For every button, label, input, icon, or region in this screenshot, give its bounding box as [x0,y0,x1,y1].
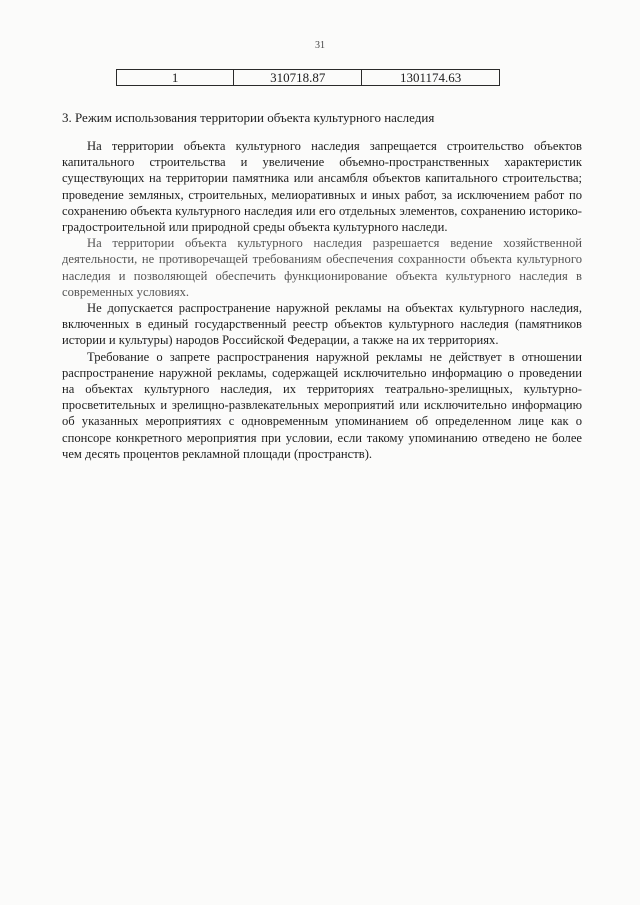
paragraph-construction-ban: На территории объекта культурного наследия запрещается строительство объектов капитального строительства и увеличение объемно-пространственных характеристик существующих на территории памятника или ансамбля объектов капитального строительства; проведение земляных, строительных, мелиоративных и иных работ, за исключением работ по сохранению объекта культурного наследия или его отдельных элементов, сохранению историко-градостроительной или природной среды объекта культурного наследи. [62,139,582,235]
point-number-cell: 1 [117,70,234,86]
x-coordinate-cell: 310718.87 [234,70,362,86]
y-coordinate-cell: 1301174.63 [362,70,500,86]
paragraph-economic-activity: На территории объекта культурного наследия разрешается ведение хозяйственной деятельности, не противоречащей требованиям обеспечения сохранности объекта культурного наследия и позволяющей обеспечить функционирование объекта культурного наследия в современных условиях. [62,236,582,299]
coordinates-table [116,69,500,86]
page-number: 31 [315,40,325,51]
table-row [117,70,500,86]
paragraph-advertising-ban: Не допускается распространение наружной рекламы на объектах культурного наследия, включенных в единый государственный реестр объектов культурного наследия (памятников истории и культуры) народов Российской Федерации, а также на их территориях. [62,301,582,348]
section-heading: 3. Режим использования территории объекта культурного наследия [62,110,435,125]
section-body [62,138,582,462]
paragraph-advertising-exception: Требование о запрете распространения наружной рекламы не действует в отношении распространение наружной рекламы, содержащей исключительно информацию о проведении на объектах культурного наследия, их территориях театрально-зрелищных, культурно-просветительных и зрелищно-развлекательных мероприятий или исключительно информацию об указанных мероприятиях с одновременным упоминанием об определенном лице как о спонсоре конкретного мероприятия при условии, если такому упоминанию отведено не более чем десять процентов рекламной площади (пространств). [62,349,582,461]
